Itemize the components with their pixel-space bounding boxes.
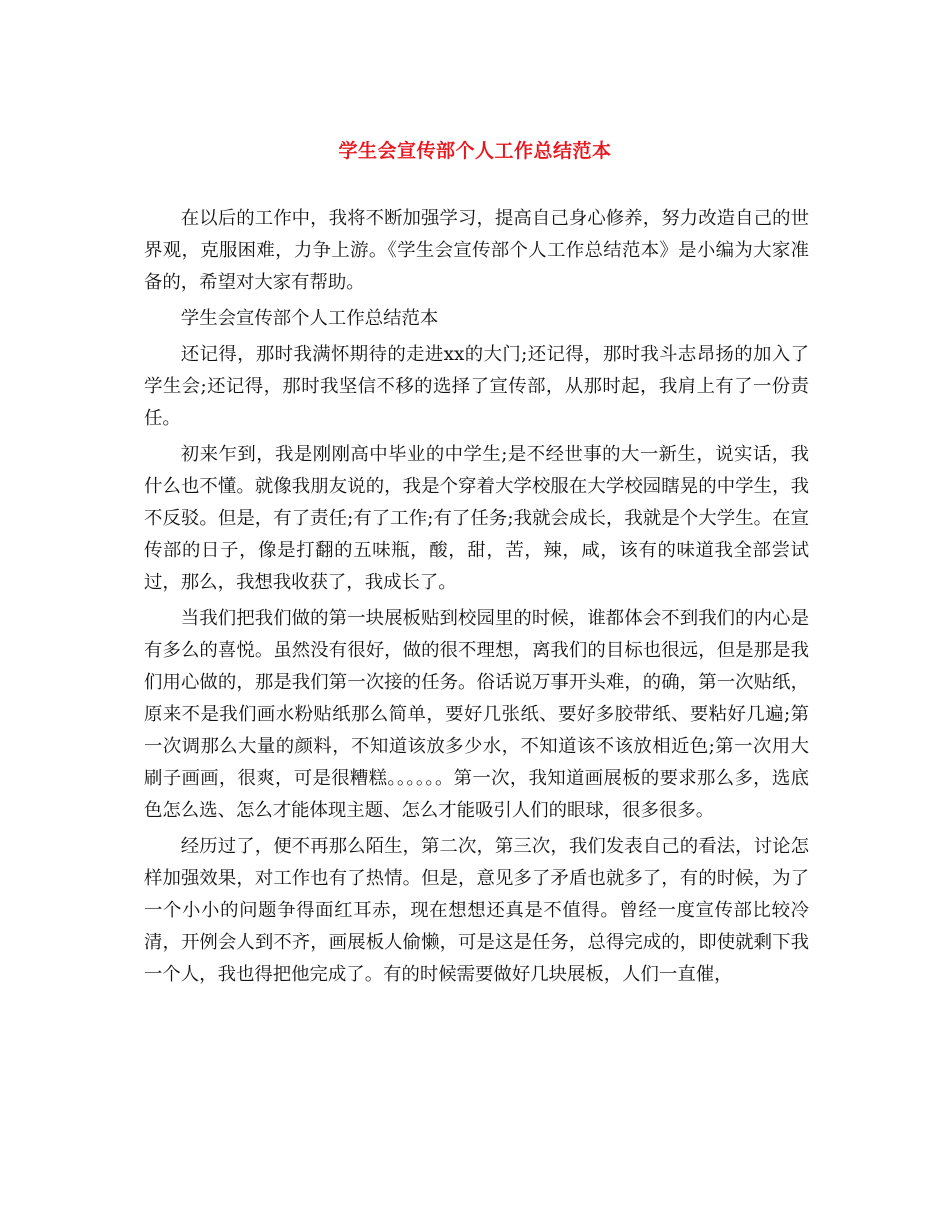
- document-body: [144, 203, 809, 995]
- paragraph-newcomer: 初来乍到，我是刚刚高中毕业的中学生;是不经世事的大一新生，说实话，我什么也不懂。就像我朋友说的，我是个穿着大学校服在大学校园瞎晃的中学生，我不反驳。但是，有了责任;有了工作;有了任务;我就会成长，我就是个大学生。在宣传部的日子，像是打翻的五味瓶，酸，甜，苦，辣，咸，该有的味道我全部尝试过，那么，我想我收获了，我成长了。: [144, 444, 809, 593]
- paragraph-first-board: 当我们把我们做的第一块展板贴到校园里的时候，谁都体会不到我们的内心是有多么的喜悦。虽然没有很好，做的很不理想，离我们的目标也很远，但是那是我们用心做的，那是我们第一次接的任务。俗话说万事开头难，的确，第一次贴纸，原来不是我们画水粉贴纸那么简单，要好几张纸、要好多胶带纸、要粘好几遍;第一次调那么大量的颜料，不知道该放多少水，不知道该不该放相近色;第一次用大刷子画画，很爽，可是很糟糕。。。。。。第一次，我知道画展板的要求那么多，选底色怎么选、怎么才能体现主题、怎么才能吸引人们的眼球，很多很多。: [144, 608, 809, 821]
- paragraph-memory: 还记得，那时我满怀期待的走进xx的大门;还记得，那时我斗志昂扬的加入了学生会;还记得，那时我坚信不移的选择了宣传部，从那时起，我肩上有了一份责任。: [144, 344, 809, 429]
- paragraph-subtitle: 学生会宣传部个人工作总结范本: [180, 308, 439, 329]
- document-title: 学生会宣传部个人工作总结范本: [338, 140, 612, 162]
- paragraph-experience: 经历过了，便不再那么陌生，第二次，第三次，我们发表自己的看法，讨论怎样加强效果，对工作也有了热情。但是，意见多了矛盾也就多了，有的时候，为了一个小小的问题争得面红耳赤，现在想想还真是不值得。曾经一度宣传部比较冷清，开例会人到不齐，画展板人偷懒，可是这是任务，总得完成的，即使就剩下我一个人，我也得把他完成了。有的时候需要做好几块展板，人们一直催，: [144, 836, 809, 985]
- paragraph-intro: 在以后的工作中，我将不断加强学习，提高自己身心修养，努力改造自己的世界观，克服困难，力争上游。《学生会宣传部个人工作总结范本》是小编为大家准备的，希望对大家有帮助。: [144, 208, 809, 293]
